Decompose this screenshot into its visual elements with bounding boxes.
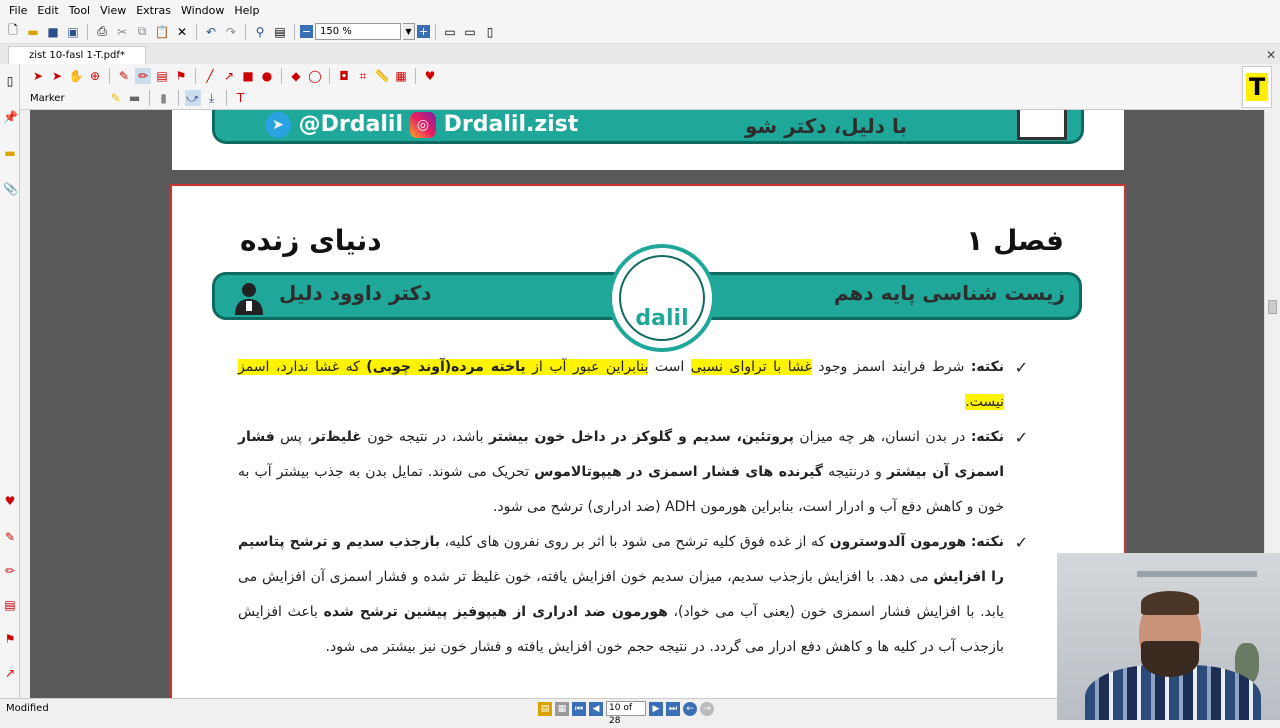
crop-icon[interactable]: ⌗ bbox=[359, 68, 367, 83]
stamp-icon[interactable]: ⚑ bbox=[175, 69, 187, 83]
toolbar-divider bbox=[149, 90, 150, 106]
annotation-tools-row bbox=[30, 66, 438, 86]
tab-document[interactable]: zist 10-fasl 1-T.pdf* bbox=[8, 46, 146, 64]
toolbar-divider bbox=[109, 68, 110, 84]
note-paragraph-2: ✓ نکته: در بدن انسان، هر چه میزان پروتئین، سدیم و گلوکز در داخل خون بیشتر باشد، در نتیجه خون غلیظ‌تر، پس فشار اسمزی آن بیشتر و درنتیجه گیرنده های فشار اسمزی در هیپوتالاموس تحریک می شوند. تمایل بدن به جذب بیشتر آب به خون و کاهش دفع آب و ادرار است، بنابراین هورمون ADH (ضد ادراری) ترشح می شود. bbox=[238, 420, 1004, 525]
toolbar-divider bbox=[281, 68, 282, 84]
pen-icon[interactable]: ✎ bbox=[118, 69, 130, 83]
select-arrow-icon[interactable]: ➤ bbox=[32, 69, 44, 83]
document-tab-bar bbox=[0, 44, 1280, 64]
annotation-properties-row bbox=[30, 88, 249, 108]
lasso-icon[interactable]: ◯ bbox=[308, 69, 322, 83]
layout-icon[interactable]: ▦ bbox=[555, 702, 569, 716]
undo-icon[interactable]: ↶ bbox=[205, 24, 217, 39]
form-panel-icon[interactable]: ▤ bbox=[4, 598, 16, 612]
new-file-icon[interactable]: 🗋 bbox=[8, 23, 18, 37]
ellipse-icon[interactable]: ● bbox=[261, 69, 273, 83]
eraser-icon[interactable]: ◆ bbox=[291, 69, 301, 83]
open-folder-icon[interactable]: ▬ bbox=[27, 24, 39, 39]
slogan-text: با دلیل، دکتر شو bbox=[745, 114, 908, 138]
forward-icon[interactable]: → bbox=[700, 702, 714, 716]
zoom-out-icon[interactable]: − bbox=[301, 25, 312, 38]
note-paragraph-1: ✓ نکته: شرط فرایند اسمز وجود غشا با تراوای نسبی است بنابراین عبور آب از یاخته مرده(آوند چوبی) که غشا ندارد، اسمز نیست. bbox=[238, 350, 1004, 420]
marker-icon[interactable]: ✏ bbox=[135, 68, 151, 84]
stamp-box-icon bbox=[1017, 110, 1067, 140]
bookmark-pin-icon[interactable]: 📌 bbox=[3, 110, 18, 124]
find-icon[interactable]: ⚲ bbox=[255, 24, 265, 39]
dalil-logo bbox=[608, 244, 716, 352]
telegram-icon: ➤ bbox=[265, 112, 291, 138]
first-page-icon[interactable]: ⏮ bbox=[572, 702, 586, 716]
previous-page bbox=[172, 110, 1124, 170]
page-header-banner bbox=[212, 110, 1084, 144]
notes-content bbox=[238, 350, 1028, 665]
save-as-icon[interactable]: ▣ bbox=[67, 24, 79, 39]
pen-panel-icon[interactable]: ✏ bbox=[4, 564, 16, 578]
toolbar-divider bbox=[195, 68, 196, 84]
tool-mode-label: Marker bbox=[30, 92, 65, 104]
page-number-input[interactable]: 10 of 28 bbox=[606, 701, 646, 716]
attachment-icon[interactable]: 📎 bbox=[3, 182, 18, 196]
webcam-overlay bbox=[1057, 553, 1280, 720]
text-box-icon[interactable]: ▤ bbox=[156, 69, 168, 83]
annotation-toolbar bbox=[20, 64, 1240, 110]
toolbar-divider bbox=[329, 68, 330, 84]
text-tool-button[interactable] bbox=[1242, 66, 1272, 108]
delete-icon[interactable]: ✕ bbox=[176, 24, 188, 39]
menu-window[interactable]: Window bbox=[181, 3, 225, 17]
checkmark-icon: ✓ bbox=[1014, 533, 1028, 552]
line-style-icon[interactable]: ⤻ bbox=[186, 90, 199, 105]
heart-panel-icon[interactable]: ♥ bbox=[4, 494, 16, 508]
marker-panel-icon[interactable]: ✎ bbox=[4, 530, 16, 544]
presenter-hair bbox=[1141, 591, 1199, 615]
toolbar-divider bbox=[435, 24, 436, 40]
redo-icon[interactable]: ↷ bbox=[225, 24, 237, 39]
copy-icon[interactable]: ⧉ bbox=[137, 24, 147, 38]
toolbar-divider bbox=[178, 90, 179, 106]
print-icon[interactable]: ⎙ bbox=[97, 24, 107, 38]
toolbar-divider bbox=[245, 24, 246, 40]
fullscreen-icon[interactable]: ▯ bbox=[486, 24, 494, 39]
menu-extras[interactable]: Extras bbox=[136, 3, 171, 17]
doctor-icon bbox=[231, 279, 267, 315]
hand-icon[interactable]: ✋ bbox=[68, 69, 84, 83]
chapter-heading: فصل ۱ bbox=[966, 224, 1064, 257]
zoom-input[interactable]: 150 % bbox=[315, 23, 401, 40]
arrow-icon[interactable]: ↗ bbox=[223, 69, 235, 83]
fit-page-icon[interactable]: ▭ bbox=[444, 24, 456, 39]
scroll-thumb[interactable] bbox=[1268, 300, 1277, 314]
zoom-in-icon[interactable]: + bbox=[418, 25, 429, 38]
highlight-color-icon[interactable]: ✎ bbox=[110, 91, 121, 105]
paste-icon[interactable]: 📋 bbox=[154, 24, 170, 39]
image-icon[interactable]: ▦ bbox=[395, 69, 407, 83]
select-object-icon[interactable]: ➤ bbox=[51, 69, 63, 83]
current-page bbox=[170, 184, 1126, 698]
presenter-beard bbox=[1141, 641, 1199, 677]
next-page-icon[interactable]: ▶ bbox=[649, 702, 663, 716]
toolbar-divider bbox=[196, 24, 197, 40]
menu-file[interactable]: File bbox=[9, 3, 28, 17]
line-width-icon[interactable]: ⤓ bbox=[208, 90, 215, 105]
back-icon[interactable]: ← bbox=[683, 702, 697, 716]
checkmark-icon: ✓ bbox=[1014, 428, 1028, 447]
menu-help[interactable]: Help bbox=[234, 3, 260, 17]
text-tool-icon: T bbox=[1246, 73, 1268, 101]
pages-panel-icon[interactable]: ▯ bbox=[6, 74, 14, 88]
fill-color-icon[interactable]: ▬ bbox=[128, 91, 141, 105]
favorite-heart-icon[interactable]: ♥ bbox=[424, 69, 436, 83]
find-options-icon[interactable]: ▤ bbox=[274, 24, 286, 39]
stamp-panel-icon[interactable]: ⚑ bbox=[4, 632, 16, 646]
line-panel-icon[interactable]: ↗ bbox=[4, 666, 16, 680]
previous-page-icon[interactable]: ◀ bbox=[589, 702, 603, 716]
instagram-icon: ◎ bbox=[410, 112, 436, 138]
measure-icon[interactable]: 📏 bbox=[374, 69, 390, 83]
save-icon[interactable]: ■ bbox=[47, 24, 59, 39]
modified-status: Modified bbox=[6, 703, 49, 714]
logo-stethoscope-icon: dalil bbox=[619, 255, 705, 341]
author-label: دکتر داوود دلیل bbox=[279, 281, 432, 305]
zoom-dropdown-icon[interactable]: ▼ bbox=[403, 23, 415, 40]
chapter-title: دنیای زنده bbox=[240, 224, 382, 257]
cut-icon[interactable]: ✂ bbox=[116, 24, 128, 39]
zoom-tool-icon[interactable]: ⊕ bbox=[89, 69, 101, 83]
subject-label: زیست شناسی پایه دهم bbox=[833, 281, 1065, 305]
menu-edit[interactable]: Edit bbox=[37, 3, 59, 17]
menu-tool[interactable]: Tool bbox=[68, 3, 91, 17]
toolbar-divider bbox=[87, 24, 88, 40]
note-paragraph-3: ✓ نکته: هورمون آلدوسترون که از غده فوق کلیه ترشح می شود با اثر بر روی نفرون های کلیه، بازجذب سدیم و ترشح پتاسیم را افزایش می دهد. با افزایش بازجذب سدیم، میزان سدیم خون افزایش یافته، خون غلیظ تر شده و فشار اسمزی آن افزایش می یابد. با افزایش فشار اسمزی خون (یعنی آب می خواد)، هورمون ضد ادراری از هیپوفیز پیشین ترشح شده باعث افزایش بازجذب آب در کلیه ها و کاهش دفع ادرار می گردد. در نتیجه حجم خون افزایش یافته و فشار خون نیز بیشتر می شود. bbox=[238, 525, 1004, 665]
telegram-handle: ➤ @Drdalil bbox=[265, 112, 403, 138]
left-sidebar bbox=[0, 64, 20, 698]
line-icon[interactable]: ╱ bbox=[206, 69, 214, 83]
toolbar-divider bbox=[415, 68, 416, 84]
instagram-handle: ◎ Drdalil.zist bbox=[410, 112, 578, 138]
last-page-icon[interactable]: ⏭ bbox=[666, 702, 680, 716]
webcam-shelf bbox=[1137, 571, 1257, 577]
menu-bar bbox=[0, 0, 1280, 20]
toolbar-divider bbox=[226, 90, 227, 106]
page-navigation bbox=[538, 701, 714, 726]
rectangle-icon[interactable]: ■ bbox=[242, 69, 254, 83]
view-mode-icon[interactable]: ▤ bbox=[538, 702, 552, 716]
toolbar-divider bbox=[294, 24, 295, 40]
typewriter-icon[interactable]: T bbox=[236, 91, 245, 105]
folder-icon[interactable]: ▬ bbox=[4, 146, 16, 160]
opacity-icon[interactable]: ▮ bbox=[160, 91, 167, 105]
fit-width-icon[interactable]: ▭ bbox=[464, 24, 476, 39]
checkmark-icon: ✓ bbox=[1014, 358, 1028, 377]
close-tab-icon[interactable]: ✕ bbox=[1265, 48, 1276, 62]
menu-view[interactable]: View bbox=[100, 3, 127, 17]
main-toolbar bbox=[0, 20, 1280, 44]
snapshot-icon[interactable]: ◘ bbox=[339, 69, 349, 83]
